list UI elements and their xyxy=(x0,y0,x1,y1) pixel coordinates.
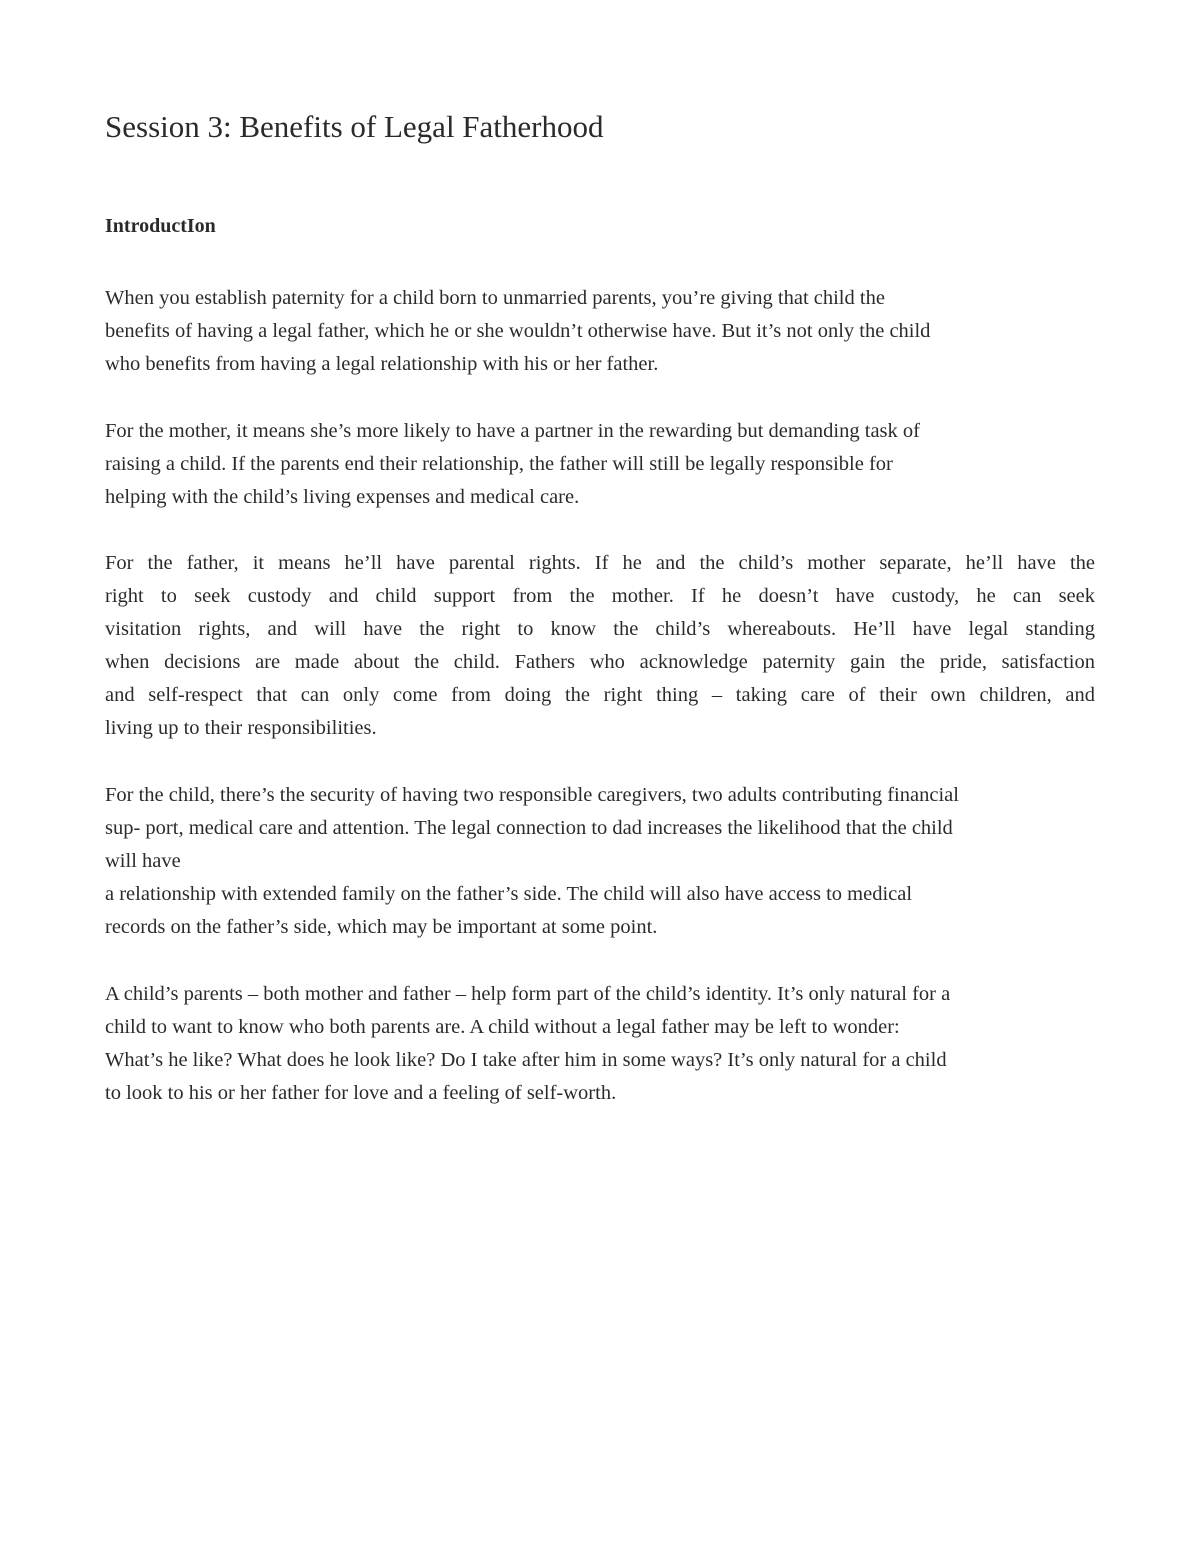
paragraph-line: a relationship with extended family on the father’s side. The child will also have access to medical xyxy=(105,883,913,905)
paragraph-line: will have xyxy=(105,850,181,872)
paragraph-line: and self-respect that can only come from doing the right thing – taking care of their own children, and xyxy=(105,684,1095,706)
paragraph-line: When you establish paternity for a child born to unmarried parents, you’re giving that child the xyxy=(105,287,885,309)
paragraph-line: helping with the child’s living expenses and medical care. xyxy=(105,486,580,508)
paragraph-line: For the father, it means he’ll have parental rights. If he and the child’s mother separate, he’ll have the xyxy=(105,552,1095,574)
paragraph-line: when decisions are made about the child. Fathers who acknowledge paternity gain the pride, satisfaction xyxy=(105,651,1095,673)
section-heading-introduction: IntroductIon xyxy=(105,215,216,237)
paragraph-line: sup- port, medical care and attention. The legal connection to dad increases the likelihood that the child xyxy=(105,817,953,839)
paragraph-line: to look to his or her father for love and a feeling of self-worth. xyxy=(105,1082,617,1104)
paragraph-line: raising a child. If the parents end their relationship, the father will still be legally responsible for xyxy=(105,453,893,475)
paragraph-line: right to seek custody and child support from the mother. If he doesn’t have custody, he can seek xyxy=(105,585,1095,607)
paragraph-line: child to want to know who both parents are. A child without a legal father may be left to wonder: xyxy=(105,1016,900,1038)
paragraph-line: who benefits from having a legal relationship with his or her father. xyxy=(105,353,659,375)
paragraph-line: records on the father’s side, which may be important at some point. xyxy=(105,916,658,938)
paragraph-line: For the mother, it means she’s more likely to have a partner in the rewarding but demanding task of xyxy=(105,420,920,442)
page-title: Session 3: Benefits of Legal Fatherhood xyxy=(105,109,604,144)
paragraph-line: living up to their responsibilities. xyxy=(105,717,377,739)
paragraph-line: benefits of having a legal father, which he or she wouldn’t otherwise have. But it’s not only the child xyxy=(105,320,931,342)
paragraph-line: visitation rights, and will have the right to know the child’s whereabouts. He’ll have legal standing xyxy=(105,618,1095,640)
paragraph-line: What’s he like? What does he look like? Do I take after him in some ways? It’s only natural for a child xyxy=(105,1049,947,1071)
paragraph-line: For the child, there’s the security of having two responsible caregivers, two adults contributing financial xyxy=(105,784,959,806)
paragraph-line: A child’s parents – both mother and father – help form part of the child’s identity. It’s only natural for a xyxy=(105,983,951,1005)
